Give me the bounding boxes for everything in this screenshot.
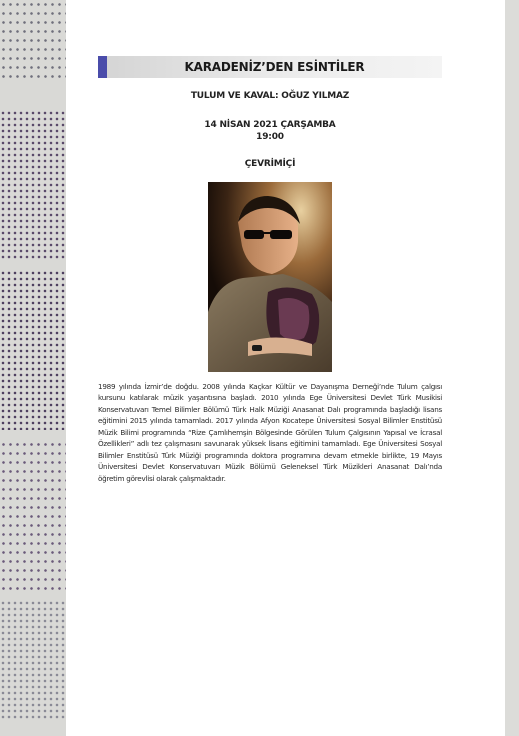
event-date: 14 NİSAN 2021 ÇARŞAMBA: [204, 120, 336, 130]
performer-photo: [208, 182, 332, 372]
event-time: 19:00: [256, 132, 284, 142]
event-subtitle: TULUM VE KAVAL: OĞUZ YILMAZ: [190, 91, 350, 101]
title-accent-bar: [98, 56, 107, 78]
dot-pattern-upper: [0, 110, 66, 260]
right-decorative-band: [505, 0, 519, 736]
dot-pattern-middle: [0, 270, 66, 430]
dot-pattern-bottom: [0, 600, 66, 720]
left-decorative-band: [0, 0, 66, 736]
event-mode: ÇEVRİMİÇİ: [244, 159, 296, 169]
dot-pattern-top: [0, 0, 66, 80]
event-series-title: KARADENİZ’DEN ESİNTİLER: [184, 60, 365, 74]
performer-biography: 1989 yılında İzmir’de doğdu. 2008 yılında Kaçkar Kültür ve Dayanışma Derneği’nde Tulum çalgısı kursunu katılarak müzik yaşantısına başladı. 2010 yılında Ege Üniversitesi Devlet Türk Musikisi Konservatuvarı Temel Bilimler Bölümü Türk Halk Müziği Anasanat Dalı programında başladığı lisans eğitimini 2015 yılında tamamladı. 2017 yılında Afyon Kocatepe Üniversitesi Sosyal Bilimler Enstitüsü Müzik Bilimi programında “Rize Çamlıhemşin Bölgesinde Görülen Tulum Çalgısının Yapısal ve İcrasal Özellikleri” adlı tez çalışmasını savunarak yüksek lisans eğitimini tamamladı. Ege Üniversitesi Sosyal Bilimler Enstitüsü Türk Müziği programında doktora programına devam etmekle birlikte, 19 Mayıs Üniversitesi Devlet Konservatuvarı Müzik Bölümü Geleneksel Türk Müzikleri Anasanat Dalı’nda öğretim görevlisi olarak çalışmaktadır.: [98, 382, 442, 483]
performer-photo-illustration: [208, 182, 332, 372]
dot-pattern-lower: [0, 440, 66, 590]
